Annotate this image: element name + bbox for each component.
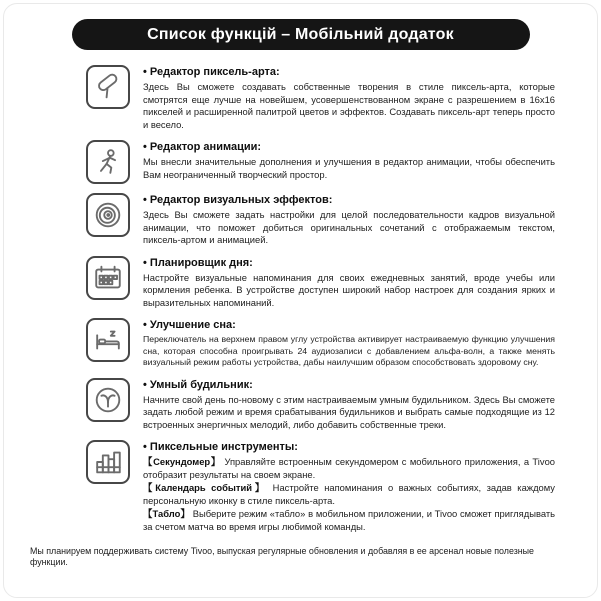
tool-item-label: 【Табло】 (143, 508, 190, 520)
tool-item-scoreboard (143, 508, 555, 533)
feature-body: Начните свой день по-новому с этим настраиваемым умным будильником. Здесь Вы сможете задать любой режим и время срабатывания будильников и выбрать самые подходящие из 12 встроенных энергичных мелодий, либо добавить собственные треки. (143, 393, 555, 430)
feature-section-pixel-tools (86, 440, 555, 534)
feature-text (143, 193, 555, 247)
feature-heading: • Редактор пиксель-арта: (143, 66, 280, 78)
feature-section-sleep (86, 318, 555, 369)
tool-item-label: 【Секундомер】 (143, 456, 222, 468)
feature-heading: • Умный будильник: (143, 378, 253, 391)
feature-body: Настройте визуальные напоминания для своих ежедневных занятий, вроде учебы или кормления ребенка. В устройстве доступен широкий набор настроек для создания ярких и выразительных напоминаний. (143, 271, 555, 308)
feature-section-day-planner (86, 256, 555, 310)
feature-heading: • Планировщик дня: (143, 256, 253, 269)
feature-section-visual-effects (86, 193, 555, 247)
visual-effects-icon (86, 193, 130, 237)
pixel-tools-icon (86, 440, 130, 484)
feature-heading: • Пиксельные инструменты: (143, 441, 298, 454)
smart-alarm-icon (86, 378, 130, 422)
feature-body: Мы внесли значительные дополнения и улучшения в редактор анимации, чтобы обеспечить Вам неограниченный творческий простор. (143, 156, 555, 180)
tool-item-label: 【Календарь событий】 (143, 482, 268, 494)
manual-page (3, 3, 598, 598)
feature-list (4, 50, 597, 534)
feature-section-smart-alarm (86, 378, 555, 432)
feature-body: Здесь Вы сможете задать настройки для целой последовательности кадров визуальной анимации, что поможет добиться оригинальных сочетаний с отображаемым текстом, пиксель-артом и анимацией. (143, 209, 555, 245)
page-title-text: Список функцій – Мобільний додаток (147, 25, 454, 43)
feature-heading: • Улучшение сна: (143, 319, 236, 331)
feature-text (143, 378, 555, 432)
page-title (72, 19, 530, 50)
feature-text (143, 65, 555, 131)
tool-item-text: Выберите режим «табло» в мобильном приложении, и Tivoo сможет приглядывать за счетом матча во время игры любимой команды. (143, 508, 555, 532)
feature-heading: • Редактор визуальных эффектов: (143, 194, 333, 206)
tool-item-event-calendar (143, 482, 555, 507)
footer-note: Мы планируем поддерживать систему Tivoo, выпуская регулярные обновления и добавляя в ее арсенал новые полезные функции. (30, 546, 534, 568)
feature-text (143, 140, 555, 181)
sleep-icon (86, 318, 130, 362)
feature-text (143, 256, 555, 310)
feature-heading: • Редактор анимации: (143, 141, 262, 153)
tool-item-text: Управляйте встроенным секундомером с мобильного приложения, а Tivoo отобразит результаты на своем экране. (143, 456, 556, 480)
feature-body: Здесь Вы сможете создавать собственные творения в стиле пиксель-арта, которые смотрятся еще лучше на новейшем, усовершенствованном экране с разрешением в 16х16 пикселей и расширенной палитрой цветов и эффектов. Создавать пиксель-арт теперь просто и весело. (143, 81, 555, 130)
day-planner-icon (86, 256, 130, 300)
tool-item-text: Настройте напоминания о важных событиях, задав каждому персональную иконку в стиле пиксель-арта. (143, 482, 555, 506)
running-man-icon (86, 140, 130, 184)
feature-section-pixel-art (86, 65, 555, 131)
feature-section-animation (86, 140, 555, 184)
paint-roller-icon (86, 65, 130, 109)
feature-body: Переключатель на верхнем правом углу устройства активирует настраиваемую функцию улучшения сна, которая способна проигрывать 24 аудиозаписи с добавлением альфа-волн, а также менять визуальный режим работы устройства, дабы наилучшим образом способствовать здоровому сну. (143, 334, 555, 368)
feature-text (143, 440, 555, 534)
tool-item-stopwatch (143, 456, 555, 481)
feature-text (143, 318, 555, 369)
